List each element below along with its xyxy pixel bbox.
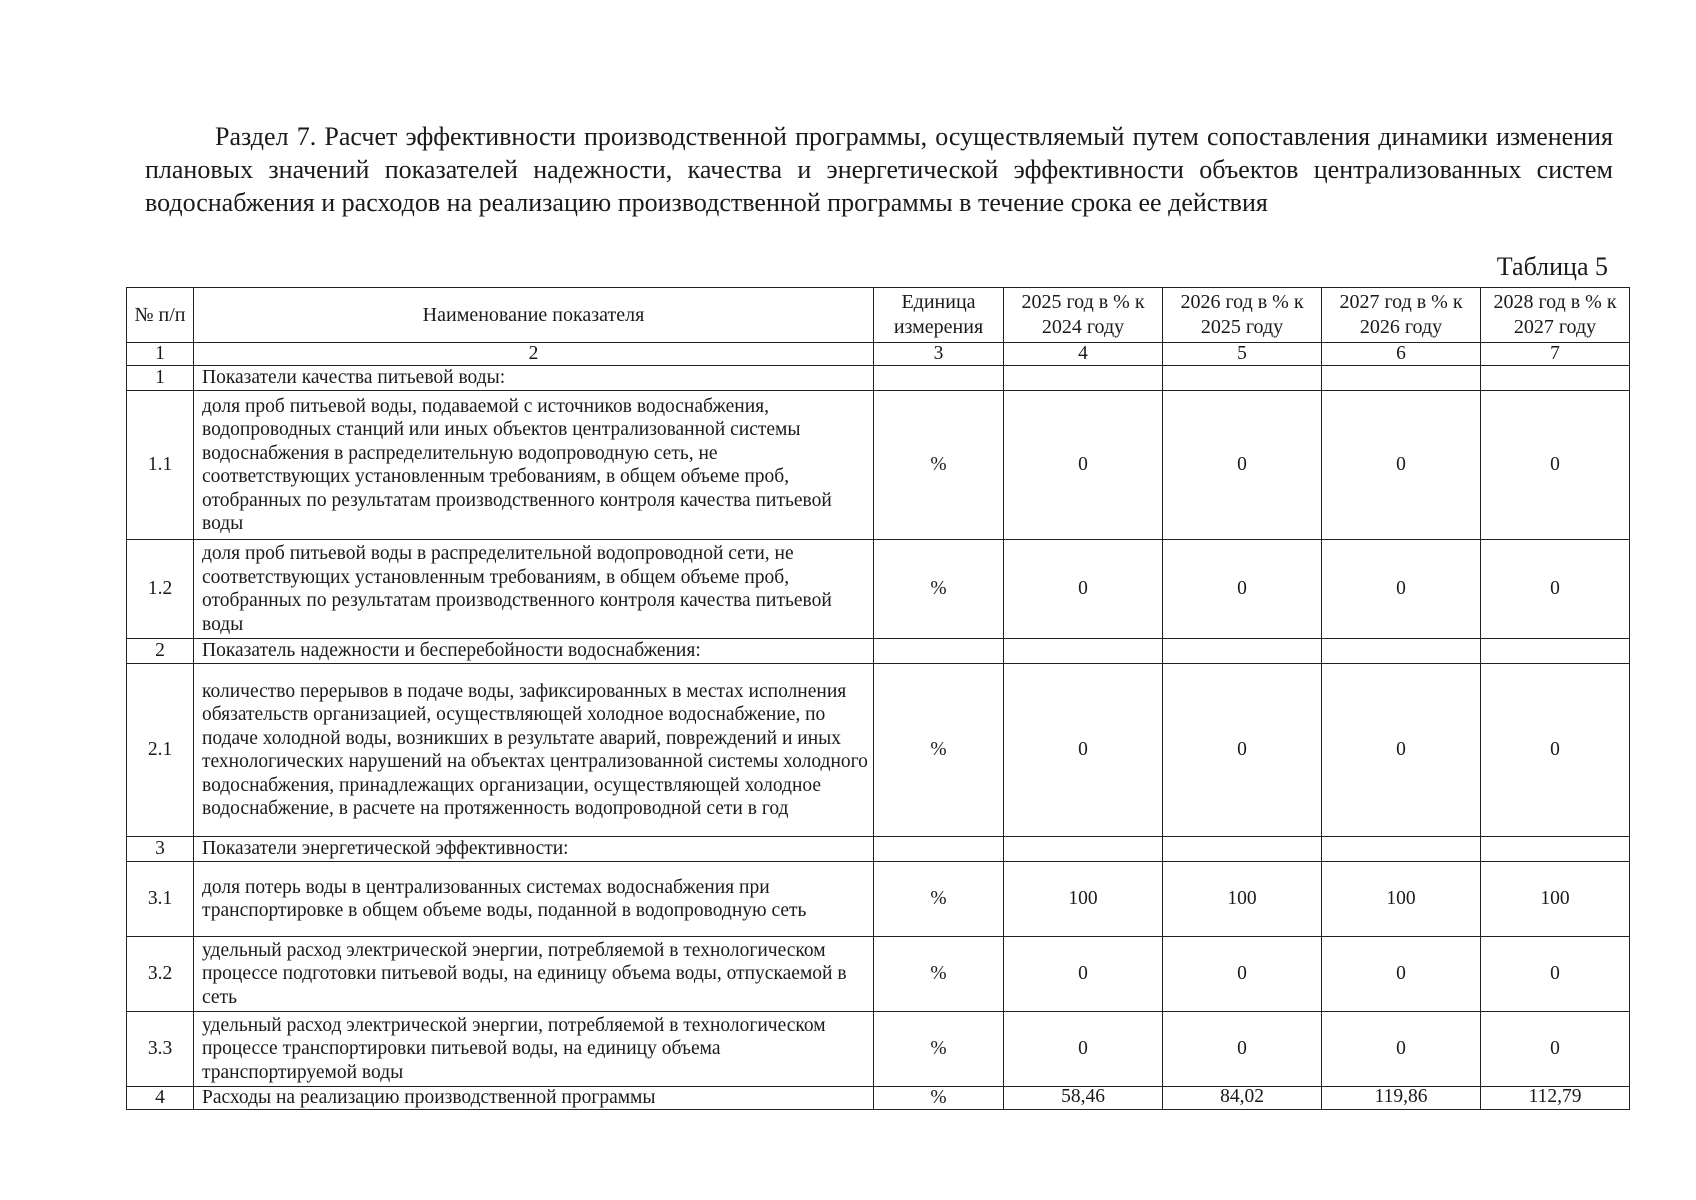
table-row bbox=[127, 1012, 1630, 1087]
row-num: 3.1 bbox=[127, 862, 194, 937]
row-name: Показатели энергетической эффективности: bbox=[194, 837, 874, 862]
row-name: доля проб питьевой воды в распределительной водопроводной сети, не соответствующих установленным требованиям, в общем объеме проб, отобранных по результатам производственного контроля качества питьевой воды bbox=[194, 540, 874, 639]
table-row bbox=[127, 837, 1630, 862]
row-value-2027: 0 bbox=[1322, 937, 1481, 1012]
row-num: 1.1 bbox=[127, 391, 194, 540]
column-index: 1 bbox=[127, 343, 194, 366]
row-name: доля потерь воды в централизованных системах водоснабжения при транспортировке в общем объеме воды, поданной в водопроводную сеть bbox=[194, 862, 874, 937]
row-value-2028: 0 bbox=[1481, 1012, 1630, 1087]
row-value-2026: 84,02 bbox=[1163, 1087, 1322, 1110]
column-index: 4 bbox=[1004, 343, 1163, 366]
row-value-2025: 0 bbox=[1004, 664, 1163, 837]
header-unit: Единица измерения bbox=[874, 288, 1004, 343]
row-unit: % bbox=[874, 540, 1004, 639]
row-value-2027 bbox=[1322, 366, 1481, 391]
row-value-2025: 0 bbox=[1004, 540, 1163, 639]
table-row bbox=[127, 391, 1630, 540]
row-value-2025 bbox=[1004, 366, 1163, 391]
row-name: Расходы на реализацию производственной программы bbox=[194, 1087, 874, 1110]
row-value-2025 bbox=[1004, 639, 1163, 664]
row-value-2028 bbox=[1481, 366, 1630, 391]
row-unit: % bbox=[874, 1087, 1004, 1110]
row-unit bbox=[874, 639, 1004, 664]
column-index-row bbox=[127, 343, 1630, 366]
row-value-2026: 0 bbox=[1163, 540, 1322, 639]
row-name: Показатель надежности и бесперебойности водоснабжения: bbox=[194, 639, 874, 664]
row-value-2026: 0 bbox=[1163, 937, 1322, 1012]
row-value-2026: 100 bbox=[1163, 862, 1322, 937]
row-num: 3 bbox=[127, 837, 194, 862]
table-row bbox=[127, 366, 1630, 391]
row-num: 4 bbox=[127, 1087, 194, 1110]
row-num: 1.2 bbox=[127, 540, 194, 639]
table-row bbox=[127, 862, 1630, 937]
column-index: 6 bbox=[1322, 343, 1481, 366]
row-value-2027: 0 bbox=[1322, 391, 1481, 540]
header-2028: 2028 год в % к 2027 году bbox=[1481, 288, 1630, 343]
row-value-2028: 0 bbox=[1481, 391, 1630, 540]
row-value-2026 bbox=[1163, 837, 1322, 862]
row-value-2027 bbox=[1322, 639, 1481, 664]
header-name: Наименование показателя bbox=[194, 288, 874, 343]
column-index: 3 bbox=[874, 343, 1004, 366]
header-2025: 2025 год в % к 2024 году bbox=[1004, 288, 1163, 343]
row-value-2028: 0 bbox=[1481, 664, 1630, 837]
indicators-table bbox=[126, 287, 1630, 1110]
row-num: 3.3 bbox=[127, 1012, 194, 1087]
row-value-2027: 0 bbox=[1322, 664, 1481, 837]
table-row bbox=[127, 664, 1630, 837]
row-name: Показатели качества питьевой воды: bbox=[194, 366, 874, 391]
row-value-2025: 0 bbox=[1004, 391, 1163, 540]
row-value-2027: 0 bbox=[1322, 1012, 1481, 1087]
row-num: 2 bbox=[127, 639, 194, 664]
row-unit: % bbox=[874, 937, 1004, 1012]
row-value-2026 bbox=[1163, 639, 1322, 664]
column-index: 5 bbox=[1163, 343, 1322, 366]
row-value-2026: 0 bbox=[1163, 664, 1322, 837]
row-name: количество перерывов в подаче воды, зафиксированных в местах исполнения обязательств организацией, осуществляющей холодное водоснабжение, по подаче холодной воды, возникших в результате аварий, повреждений и иных технологических нарушений на объектах централизованной системы холодного водоснабжения, принадлежащих организации, осуществляющей холодное водоснабжение, в расчете на протяженность водопроводной сети в год bbox=[194, 664, 874, 837]
row-value-2026 bbox=[1163, 366, 1322, 391]
row-num: 3.2 bbox=[127, 937, 194, 1012]
row-value-2025: 58,46 bbox=[1004, 1087, 1163, 1110]
table-row bbox=[127, 1087, 1630, 1110]
row-value-2028 bbox=[1481, 837, 1630, 862]
table-row bbox=[127, 540, 1630, 639]
row-unit: % bbox=[874, 1012, 1004, 1087]
row-value-2028: 0 bbox=[1481, 937, 1630, 1012]
row-value-2026: 0 bbox=[1163, 1012, 1322, 1087]
row-value-2025: 0 bbox=[1004, 937, 1163, 1012]
table-row bbox=[127, 639, 1630, 664]
row-value-2025: 100 bbox=[1004, 862, 1163, 937]
row-value-2026: 0 bbox=[1163, 391, 1322, 540]
row-name: удельный расход электрической энергии, потребляемой в технологическом процессе транспортировки питьевой воды, на единицу объема транспортируемой воды bbox=[194, 1012, 874, 1087]
row-value-2027: 0 bbox=[1322, 540, 1481, 639]
row-unit: % bbox=[874, 391, 1004, 540]
row-value-2028: 0 bbox=[1481, 540, 1630, 639]
row-unit bbox=[874, 837, 1004, 862]
row-value-2027: 119,86 bbox=[1322, 1087, 1481, 1110]
table-row bbox=[127, 937, 1630, 1012]
section-heading: Раздел 7. Расчет эффективности производственной программы, осуществляемый путем сопоставления динамики изменения плановых значений показателей надежности, качества и энергетической эффективности объектов централизованных систем водоснабжения и расходов на реализацию производственной программы в течение срока ее действия bbox=[145, 122, 1613, 217]
row-value-2028: 100 bbox=[1481, 862, 1630, 937]
row-value-2027: 100 bbox=[1322, 862, 1481, 937]
table-header-row bbox=[127, 288, 1630, 343]
header-2027: 2027 год в % к 2026 году bbox=[1322, 288, 1481, 343]
row-name: доля проб питьевой воды, подаваемой с источников водоснабжения, водопроводных станций или иных объектов централизованной системы водоснабжения в распределительную водопроводную сеть, не соответствующих установленным требованиям, в общем объеме проб, отобранных по результатам производственного контроля качества питьевой воды bbox=[194, 391, 874, 540]
column-index: 7 bbox=[1481, 343, 1630, 366]
header-num: № п/п bbox=[127, 288, 194, 343]
header-2026: 2026 год в % к 2025 году bbox=[1163, 288, 1322, 343]
row-value-2025 bbox=[1004, 837, 1163, 862]
row-unit bbox=[874, 366, 1004, 391]
row-value-2027 bbox=[1322, 837, 1481, 862]
row-num: 2.1 bbox=[127, 664, 194, 837]
row-unit: % bbox=[874, 664, 1004, 837]
row-name: удельный расход электрической энергии, потребляемой в технологическом процессе подготовки питьевой воды, на единицу объема воды, отпускаемой в сеть bbox=[194, 937, 874, 1012]
row-value-2028 bbox=[1481, 639, 1630, 664]
row-num: 1 bbox=[127, 366, 194, 391]
row-value-2028: 112,79 bbox=[1481, 1087, 1630, 1110]
row-value-2025: 0 bbox=[1004, 1012, 1163, 1087]
table-caption: Таблица 5 bbox=[1496, 252, 1608, 281]
column-index: 2 bbox=[194, 343, 874, 366]
row-unit: % bbox=[874, 862, 1004, 937]
